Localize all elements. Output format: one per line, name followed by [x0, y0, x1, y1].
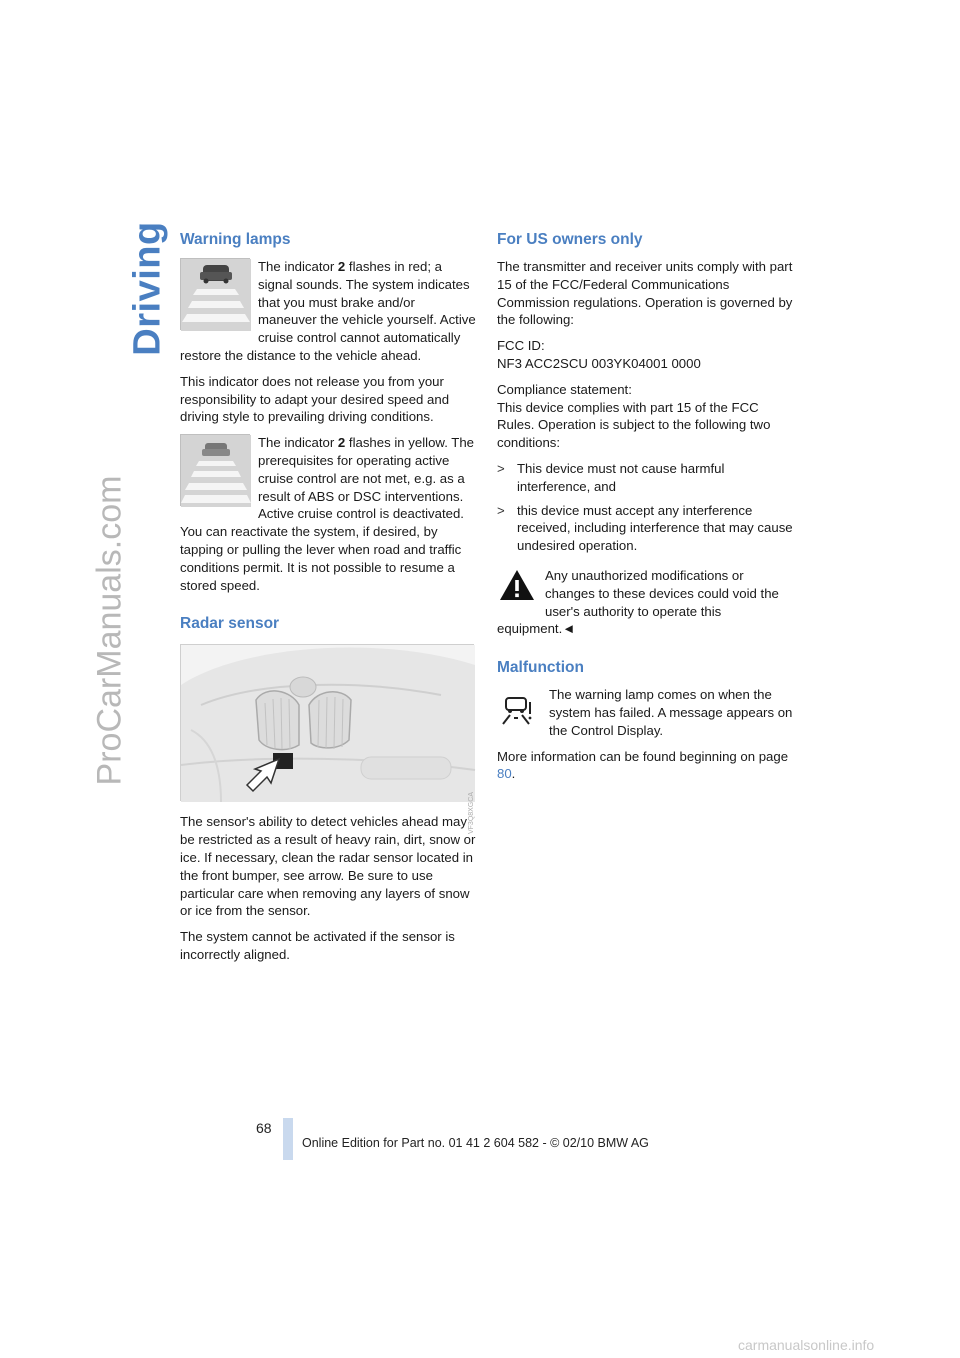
caution-triangle-icon [497, 567, 537, 603]
end-mark: ◄ [562, 621, 576, 637]
compliance-label: Compliance statement: [497, 381, 632, 397]
radar-paragraph-1: The sensor's ability to detect vehicles ahead may be restricted as a result of heavy rain, dirt, snow or ice. If necessary, clean the radar sensor located in the front bumper, see arrow. Be sure to use particular care when removing any layers of snow or ice from the sensor. [180, 814, 476, 919]
fcc-label: FCC ID: [497, 338, 545, 354]
warn2-post: flashes in yellow. The prerequisites for operating active cruise control are not met, e.g. as a result of ABS or DSC interventions. Active cruise control is deactivated. You can reactivate the system, if desired, by tapping or pulling the lever when road and traffic conditions permit. It is not possible to resume a stored speed. [180, 435, 475, 593]
section-tab [118, 220, 178, 356]
warning-note: This indicator does not release you from your responsibility to adapt your desired speed and driving style to prevailing driving conditions. [180, 373, 450, 425]
red-warning-indicator-icon [180, 258, 250, 330]
malfunction-paragraph [497, 686, 793, 739]
warn2-pre: The indicator [258, 435, 338, 451]
warn1-pre: The indicator [258, 259, 338, 274]
radar-sensor-heading: Radar sensor [180, 615, 280, 633]
page-number: 68 [256, 1120, 272, 1136]
footer-accent-bar [283, 1118, 293, 1160]
warn1-indicator-number: 2 [337, 259, 346, 274]
radar-image-code: VF3Q8XGCA [468, 792, 475, 835]
bullet-marker: > [497, 502, 505, 518]
warning-lamps-heading: Warning lamps [180, 231, 291, 248]
caution-paragraph [497, 567, 793, 638]
side-watermark [60, 475, 160, 785]
yellow-warning-indicator-icon [180, 434, 250, 506]
malfunction-heading: Malfunction [497, 659, 584, 677]
radar-sensor-illustration [180, 644, 475, 835]
bullet-text: this device must accept any interference received, including interference that may cause undesired operation. [517, 502, 793, 554]
section-tab-label: Driving [126, 220, 169, 356]
caution-text: Any unauthorized modifications or changes to these devices could void the user's authority to operate this equipment. [497, 567, 779, 637]
bullet-marker: > [497, 460, 505, 476]
more-info-paragraph [497, 748, 793, 784]
warning-yellow-paragraph [180, 434, 476, 594]
more-info-post: . [511, 766, 516, 782]
fcc-block [497, 337, 793, 373]
system-failure-warning-icon [497, 690, 539, 732]
more-info-pre: More information can be found beginning on page [497, 748, 789, 764]
footer-edition-text: Online Edition for Part no. 01 41 2 604 582 - © 02/10 BMW AG [302, 1136, 649, 1150]
malfunction-text: The warning lamp comes on when the system has failed. A message appears on the Control Display. [549, 687, 793, 738]
compliance-block [497, 381, 793, 452]
us-paragraph: The transmitter and receiver units comply with part 15 of the FCC/Federal Communications Commission regulations. Operation is governed by the following: [497, 259, 793, 328]
list-item [497, 502, 793, 555]
page-reference-link[interactable]: 80 [497, 766, 512, 782]
radar-paragraph-2: The system cannot be activated if the sensor is incorrectly aligned. [180, 929, 455, 962]
bottom-watermark: carmanualsonline.info [738, 1337, 875, 1353]
bullet-text: This device must not cause harmful interference, and [517, 460, 725, 494]
side-watermark-text: ProCarManuals.com [90, 475, 129, 785]
list-item [497, 460, 793, 496]
warn2-indicator-number: 2 [337, 435, 346, 451]
warning-red-paragraph [180, 258, 476, 365]
left-column [180, 228, 476, 972]
fcc-id: NF3 ACC2SCU 003YK04001 0000 [497, 355, 701, 371]
compliance-text: This device complies with part 15 of the FCC Rules. Operation is subject to the following two conditions: [497, 399, 771, 451]
right-column [497, 228, 793, 791]
warn1-post: flashes in red; a signal sounds. The system indicates that you must brake and/or maneuver the vehicle yourself. Active cruise control cannot automatically restore the distance to the vehicle ahead. [180, 259, 476, 363]
us-owners-heading: For US owners only [497, 231, 643, 248]
